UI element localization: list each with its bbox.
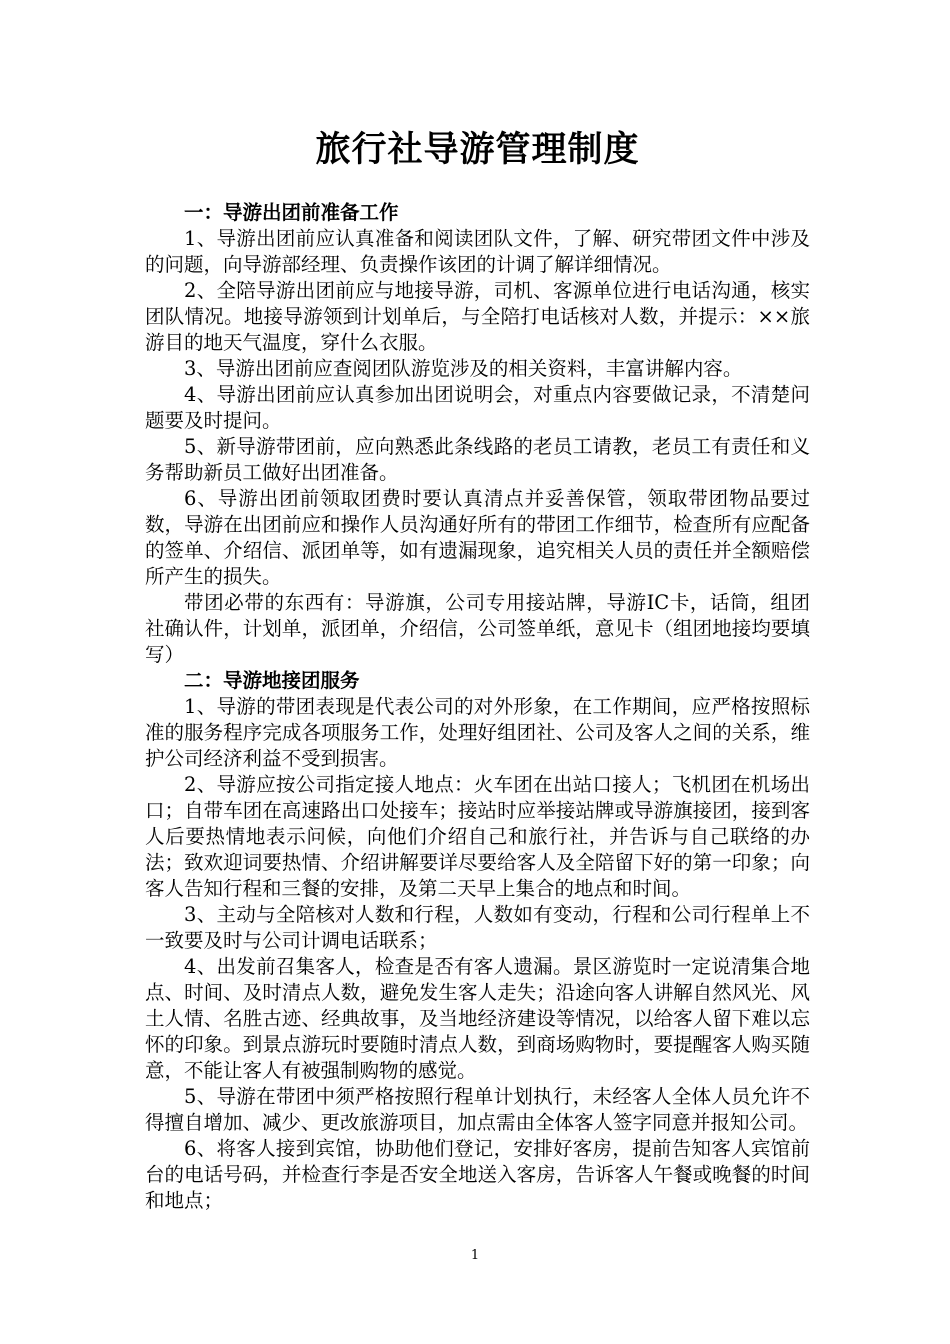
paragraph: 5、新导游带团前，应向熟悉此条线路的老员工请教，老员工有责任和义务帮助新员工做好出团准备。 xyxy=(145,435,810,484)
paragraph: 5、导游在带团中须严格按照行程单计划执行，未经客人全体人员允许不得擅自增加、减少、更改旅游项目，加点需由全体客人签字同意并报知公司。 xyxy=(145,1085,810,1134)
document-title: 旅行社导游管理制度 xyxy=(315,129,640,170)
paragraph: 1、导游出团前应认真准备和阅读团队文件，了解、研究带团文件中涉及的问题，向导游部经理、负责操作该团的计调了解详细情况。 xyxy=(145,227,810,276)
section-heading: 一：导游出团前准备工作 xyxy=(184,201,399,224)
document-body xyxy=(145,200,810,1214)
paragraph: 4、出发前召集客人，检查是否有客人遗漏。景区游览时一定说清集合地点、时间、及时清点人数，避免发生客人走失；沿途向客人讲解自然风光、风土人情、名胜古迹、经典故事，及当地经济建设等情况，以给客人留下难以忘怀的印象。到景点游玩时要随时清点人数，到商场购物时，要提醒客人购买随意，不能让客人有被强制购物的感觉。 xyxy=(145,955,810,1082)
section-preparation xyxy=(145,200,810,668)
paragraph: 3、导游出团前应查阅团队游览涉及的相关资料，丰富讲解内容。 xyxy=(184,357,743,380)
page-number: 1 xyxy=(470,1248,480,1263)
section-heading: 二：导游地接团服务 xyxy=(184,669,360,692)
paragraph: 带团必带的东西有：导游旗，公司专用接站牌，导游IC卡，话筒，组团社确认件，计划单，派团单，介绍信，公司签单纸，意见卡（组团地接均要填写） xyxy=(145,591,810,666)
paragraph: 2、导游应按公司指定接人地点：火车团在出站口接人；飞机团在机场出口；自带车团在高速路出口处接车；接站时应举接站牌或导游旗接团，接到客人后要热情地表示问候，向他们介绍自己和旅行社，并告诉与自己联络的办法；致欢迎词要热情、介绍讲解要详尽要给客人及全陪留下好的第一印象；向客人告知行程和三餐的安排，及第二天早上集合的地点和时间。 xyxy=(145,773,810,900)
section-local-service xyxy=(145,668,810,1214)
paragraph: 6、导游出团前领取团费时要认真清点并妥善保管，领取带团物品要过数，导游在出团前应和操作人员沟通好所有的带团工作细节，检查所有应配备的签单、介绍信、派团单等，如有遗漏现象，追究相关人员的责任并全额赔偿所产生的损失。 xyxy=(145,487,810,588)
paragraph: 4、导游出团前应认真参加出团说明会，对重点内容要做记录，不清楚问题要及时提问。 xyxy=(145,383,810,432)
paragraph: 1、导游的带团表现是代表公司的对外形象，在工作期间，应严格按照标准的服务程序完成各项服务工作，处理好组团社、公司及客人之间的关系，维护公司经济利益不受到损害。 xyxy=(145,695,810,770)
paragraph: 3、主动与全陪核对人数和行程，人数如有变动，行程和公司行程单上不一致要及时与公司计调电话联系； xyxy=(145,903,810,952)
paragraph: 2、全陪导游出团前应与地接导游，司机、客源单位进行电话沟通，核实团队情况。地接导游领到计划单后，与全陪打电话核对人数，并提示：××旅游目的地天气温度，穿什么衣服。 xyxy=(145,279,810,354)
paragraph: 6、将客人接到宾馆，协助他们登记，安排好客房，提前告知客人宾馆前台的电话号码，并检查行李是否安全地送入客房，告诉客人午餐或晚餐的时间和地点； xyxy=(145,1137,810,1212)
